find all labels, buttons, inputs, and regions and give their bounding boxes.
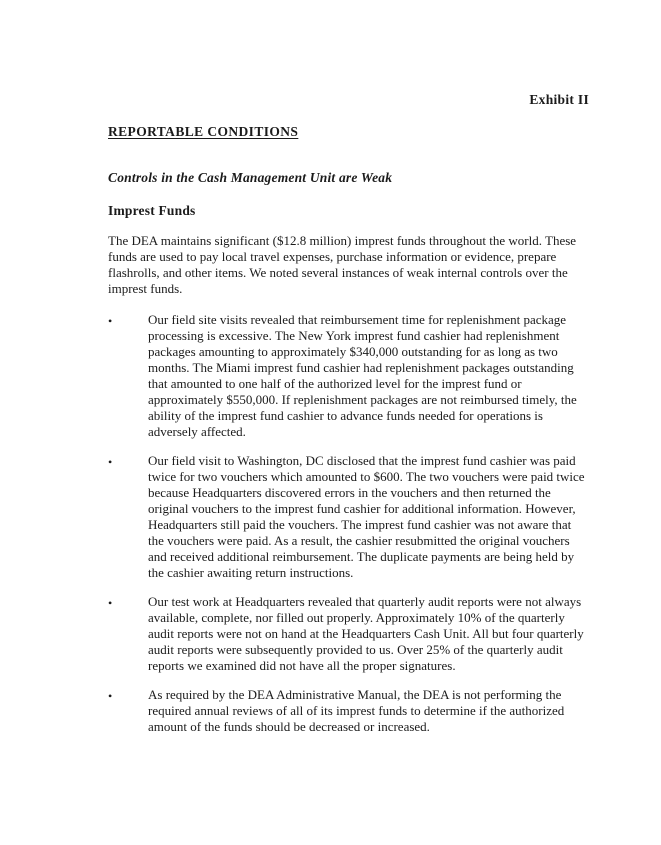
list-item bbox=[108, 312, 590, 440]
exhibit-label: Exhibit II bbox=[529, 92, 589, 107]
bullet-icon: • bbox=[108, 689, 113, 703]
bullet-icon: • bbox=[108, 455, 113, 469]
page-title: REPORTABLE CONDITIONS bbox=[108, 124, 299, 139]
list-item bbox=[108, 594, 590, 674]
list-item bbox=[108, 687, 590, 735]
subsection-heading: Imprest Funds bbox=[108, 203, 196, 218]
bullet-text: As required by the DEA Administrative Manual, the DEA is not performing the required annual reviews of all of its imprest funds to determine if the authorized amount of the funds should be decreased or increased. bbox=[148, 687, 565, 734]
document-content bbox=[108, 124, 590, 748]
bullet-text: Our test work at Headquarters revealed that quarterly audit reports were not always available, complete, nor filled out properly. Approximately 10% of the quarterly audit reports were not on hand at the Headquarters Cash Unit. All but four quarterly audit reports were subsequently provided to us. Over 25% of the quarterly audit reports we examined did not have all the proper signatures. bbox=[148, 594, 584, 673]
findings-bullet-list bbox=[108, 312, 590, 735]
section-heading: Controls in the Cash Management Unit are Weak bbox=[108, 170, 393, 185]
list-item bbox=[108, 453, 590, 581]
intro-paragraph: The DEA maintains significant ($12.8 million) imprest funds throughout the world. These funds are used to pay local travel expenses, purchase information or evidence, prepare flashrolls, and other items. We noted several instances of weak internal controls over the imprest funds. bbox=[108, 233, 577, 296]
bullet-icon: • bbox=[108, 596, 113, 610]
bullet-text: Our field visit to Washington, DC disclosed that the imprest fund cashier was paid twice for two vouchers which amounted to $600. The two vouchers were paid twice because Headquarters discovered errors in the vouchers and then returned the original vouchers to the imprest fund cashier for additional information. However, Headquarters still paid the vouchers. The imprest fund cashier was not aware that the vouchers were paid. As a result, the cashier resubmitted the original vouchers and received additional reimbursement. The duplicate payments are being held by the cashier awaiting return instructions. bbox=[148, 453, 585, 580]
bullet-icon: • bbox=[108, 314, 113, 328]
bullet-text: Our field site visits revealed that reimbursement time for replenishment package processing is excessive. The New York imprest fund cashier had replenishment packages amounting to approximately $340,000 outstanding for as long as two months. The Miami imprest fund cashier had replenishment packages outstanding that amounted to one half of the authorized level for the imprest fund or approximately $550,000. If replenishment packages are not reimbursed timely, the ability of the imprest fund cashier to advance funds needed for operations is adversely affected. bbox=[148, 312, 577, 439]
